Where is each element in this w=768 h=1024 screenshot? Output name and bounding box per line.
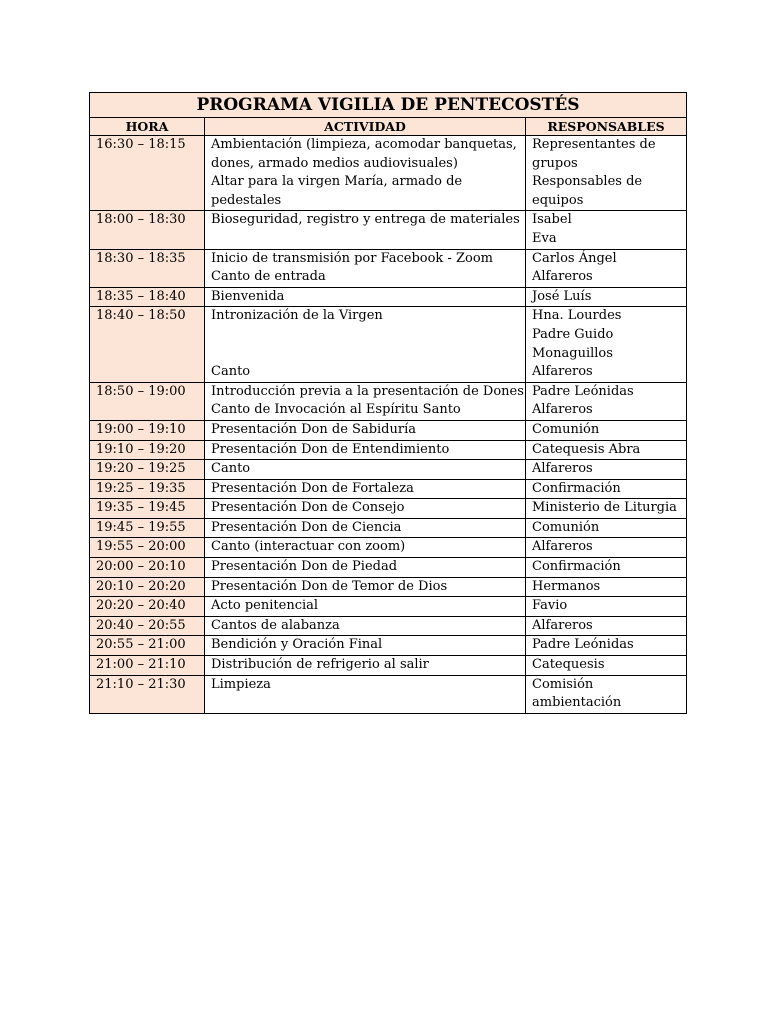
- actividad-cell: [205, 307, 526, 382]
- actividad-line: Bendición y Oración Final: [211, 637, 383, 653]
- hora-cell: 16:30 – 18:15: [90, 136, 205, 211]
- hora-cell: 18:35 – 18:40: [90, 287, 205, 307]
- responsables-line: Alfareros: [532, 269, 593, 285]
- hora-cell: 20:20 – 20:40: [90, 597, 205, 617]
- table-row: [90, 136, 687, 211]
- actividad-line: Cantos de alabanza: [211, 617, 340, 633]
- actividad-line: Presentación Don de Entendimiento: [211, 441, 450, 457]
- table-row: [90, 538, 687, 558]
- responsables-line: Alfareros: [532, 539, 593, 555]
- responsables-line: Confirmación: [532, 559, 621, 575]
- actividad-line: Acto penitencial: [211, 598, 319, 614]
- program-body: [90, 136, 687, 714]
- actividad-cell: [205, 382, 526, 420]
- responsables-cell: [526, 636, 687, 656]
- actividad-cell: [205, 211, 526, 249]
- hora-cell: 21:00 – 21:10: [90, 656, 205, 676]
- hora-cell: 18:40 – 18:50: [90, 307, 205, 382]
- actividad-line: Intronización de la Virgen: [211, 308, 383, 324]
- table-row: [90, 420, 687, 440]
- actividad-cell: [205, 656, 526, 676]
- actividad-line: Altar para la virgen María, armado de: [211, 174, 463, 190]
- actividad-cell: [205, 616, 526, 636]
- actividad-cell: [205, 597, 526, 617]
- hora-cell: 19:10 – 19:20: [90, 440, 205, 460]
- hora-cell: 20:55 – 21:00: [90, 636, 205, 656]
- responsables-cell: [526, 675, 687, 713]
- actividad-cell: [205, 249, 526, 287]
- actividad-line: [211, 345, 519, 364]
- responsables-line: Padre Leónidas: [532, 383, 634, 399]
- responsables-line: Carlos Ángel: [532, 250, 617, 266]
- actividad-line: Distribución de refrigerio al salir: [211, 657, 429, 673]
- table-row: [90, 440, 687, 460]
- actividad-cell: [205, 558, 526, 578]
- actividad-line: Presentación Don de Ciencia: [211, 519, 402, 535]
- header-row: [90, 118, 687, 136]
- responsables-line: Eva: [532, 230, 557, 246]
- actividad-cell: [205, 440, 526, 460]
- title-row: [90, 93, 687, 118]
- responsables-cell: [526, 211, 687, 249]
- responsables-line: Alfareros: [532, 461, 593, 477]
- column-header-responsables: RESPONSABLES: [526, 118, 687, 136]
- actividad-line: Canto: [211, 364, 251, 380]
- hora-cell: 19:35 – 19:45: [90, 499, 205, 519]
- responsables-line: grupos: [532, 155, 578, 171]
- responsables-cell: [526, 307, 687, 382]
- table-row: [90, 479, 687, 499]
- responsables-cell: [526, 597, 687, 617]
- responsables-cell: [526, 499, 687, 519]
- responsables-line: Alfareros: [532, 402, 593, 418]
- table-row: [90, 558, 687, 578]
- hora-cell: 18:30 – 18:35: [90, 249, 205, 287]
- hora-cell: 21:10 – 21:30: [90, 675, 205, 713]
- table-row: [90, 656, 687, 676]
- actividad-cell: [205, 577, 526, 597]
- responsables-cell: [526, 538, 687, 558]
- table-row: [90, 382, 687, 420]
- document-title: PROGRAMA VIGILIA DE PENTECOSTÉS: [90, 93, 687, 118]
- responsables-cell: [526, 518, 687, 538]
- table-row: [90, 675, 687, 713]
- column-header-hora: HORA: [90, 118, 205, 136]
- responsables-cell: [526, 479, 687, 499]
- responsables-line: Ministerio de Liturgia: [532, 500, 677, 516]
- hora-cell: 20:00 – 20:10: [90, 558, 205, 578]
- table-row: [90, 616, 687, 636]
- table-row: [90, 577, 687, 597]
- actividad-cell: [205, 460, 526, 480]
- table-row: [90, 307, 687, 382]
- responsables-line: Padre Leónidas: [532, 637, 634, 653]
- actividad-line: Canto de Invocación al Espíritu Santo: [211, 402, 461, 418]
- actividad-cell: [205, 499, 526, 519]
- responsables-line: Padre Guido: [532, 326, 614, 342]
- responsables-cell: [526, 440, 687, 460]
- responsables-cell: [526, 577, 687, 597]
- responsables-line: Comisión: [532, 676, 594, 692]
- actividad-line: Inicio de transmisión por Facebook - Zoom: [211, 250, 493, 266]
- actividad-line: pedestales: [211, 192, 282, 208]
- actividad-line: Bienvenida: [211, 288, 285, 304]
- actividad-line: Ambientación (limpieza, acomodar banquetas,: [211, 137, 517, 152]
- program-table: [89, 92, 687, 714]
- actividad-line: Canto de entrada: [211, 269, 326, 285]
- hora-cell: 19:00 – 19:10: [90, 420, 205, 440]
- actividad-line: Presentación Don de Temor de Dios: [211, 578, 448, 594]
- actividad-cell: [205, 675, 526, 713]
- hora-cell: 19:20 – 19:25: [90, 460, 205, 480]
- actividad-line: Presentación Don de Sabiduría: [211, 421, 416, 437]
- table-row: [90, 249, 687, 287]
- hora-cell: 19:45 – 19:55: [90, 518, 205, 538]
- actividad-cell: [205, 479, 526, 499]
- hora-cell: 18:50 – 19:00: [90, 382, 205, 420]
- hora-cell: 20:10 – 20:20: [90, 577, 205, 597]
- responsables-line: Isabel: [532, 212, 572, 228]
- responsables-line: Catequesis Abra: [532, 441, 641, 457]
- table-row: [90, 597, 687, 617]
- responsables-cell: [526, 382, 687, 420]
- responsables-line: José Luís: [532, 288, 592, 304]
- responsables-line: Comunión: [532, 421, 600, 437]
- actividad-line: [211, 326, 519, 345]
- actividad-line: Canto: [211, 461, 251, 477]
- actividad-cell: [205, 636, 526, 656]
- responsables-cell: [526, 287, 687, 307]
- table-row: [90, 636, 687, 656]
- actividad-line: Presentación Don de Fortaleza: [211, 480, 414, 496]
- responsables-line: Hna. Lourdes: [532, 308, 622, 324]
- actividad-line: Introducción previa a la presentación de Dones: [211, 383, 524, 399]
- responsables-line: Confirmación: [532, 480, 621, 496]
- table-row: [90, 518, 687, 538]
- actividad-line: dones, armado medios audiovisuales): [211, 155, 458, 171]
- actividad-line: Bioseguridad, registro y entrega de materiales: [211, 212, 520, 228]
- responsables-line: Hermanos: [532, 578, 601, 594]
- responsables-line: Responsables de: [532, 174, 643, 190]
- responsables-line: Favio: [532, 598, 568, 614]
- actividad-line: Canto (interactuar con zoom): [211, 539, 406, 555]
- responsables-line: Representantes de: [532, 137, 656, 152]
- table-row: [90, 499, 687, 519]
- actividad-line: Presentación Don de Piedad: [211, 559, 398, 575]
- responsables-cell: [526, 420, 687, 440]
- responsables-cell: [526, 249, 687, 287]
- table-row: [90, 211, 687, 249]
- actividad-cell: [205, 287, 526, 307]
- responsables-cell: [526, 558, 687, 578]
- actividad-cell: [205, 420, 526, 440]
- hora-cell: 19:25 – 19:35: [90, 479, 205, 499]
- table-row: [90, 287, 687, 307]
- hora-cell: 18:00 – 18:30: [90, 211, 205, 249]
- responsables-line: Alfareros: [532, 364, 593, 380]
- hora-cell: 19:55 – 20:00: [90, 538, 205, 558]
- responsables-line: ambientación: [532, 695, 622, 711]
- responsables-cell: [526, 656, 687, 676]
- hora-cell: 20:40 – 20:55: [90, 616, 205, 636]
- responsables-line: Catequesis: [532, 657, 605, 673]
- actividad-line: Presentación Don de Consejo: [211, 500, 405, 516]
- actividad-cell: [205, 538, 526, 558]
- responsables-line: equipos: [532, 192, 584, 208]
- responsables-cell: [526, 460, 687, 480]
- responsables-line: Comunión: [532, 519, 600, 535]
- actividad-line: Limpieza: [211, 676, 271, 692]
- table-row: [90, 460, 687, 480]
- actividad-cell: [205, 136, 526, 211]
- responsables-line: Alfareros: [532, 617, 593, 633]
- column-header-actividad: ACTIVIDAD: [205, 118, 526, 136]
- responsables-line: Monaguillos: [532, 345, 613, 361]
- actividad-cell: [205, 518, 526, 538]
- responsables-cell: [526, 136, 687, 211]
- responsables-cell: [526, 616, 687, 636]
